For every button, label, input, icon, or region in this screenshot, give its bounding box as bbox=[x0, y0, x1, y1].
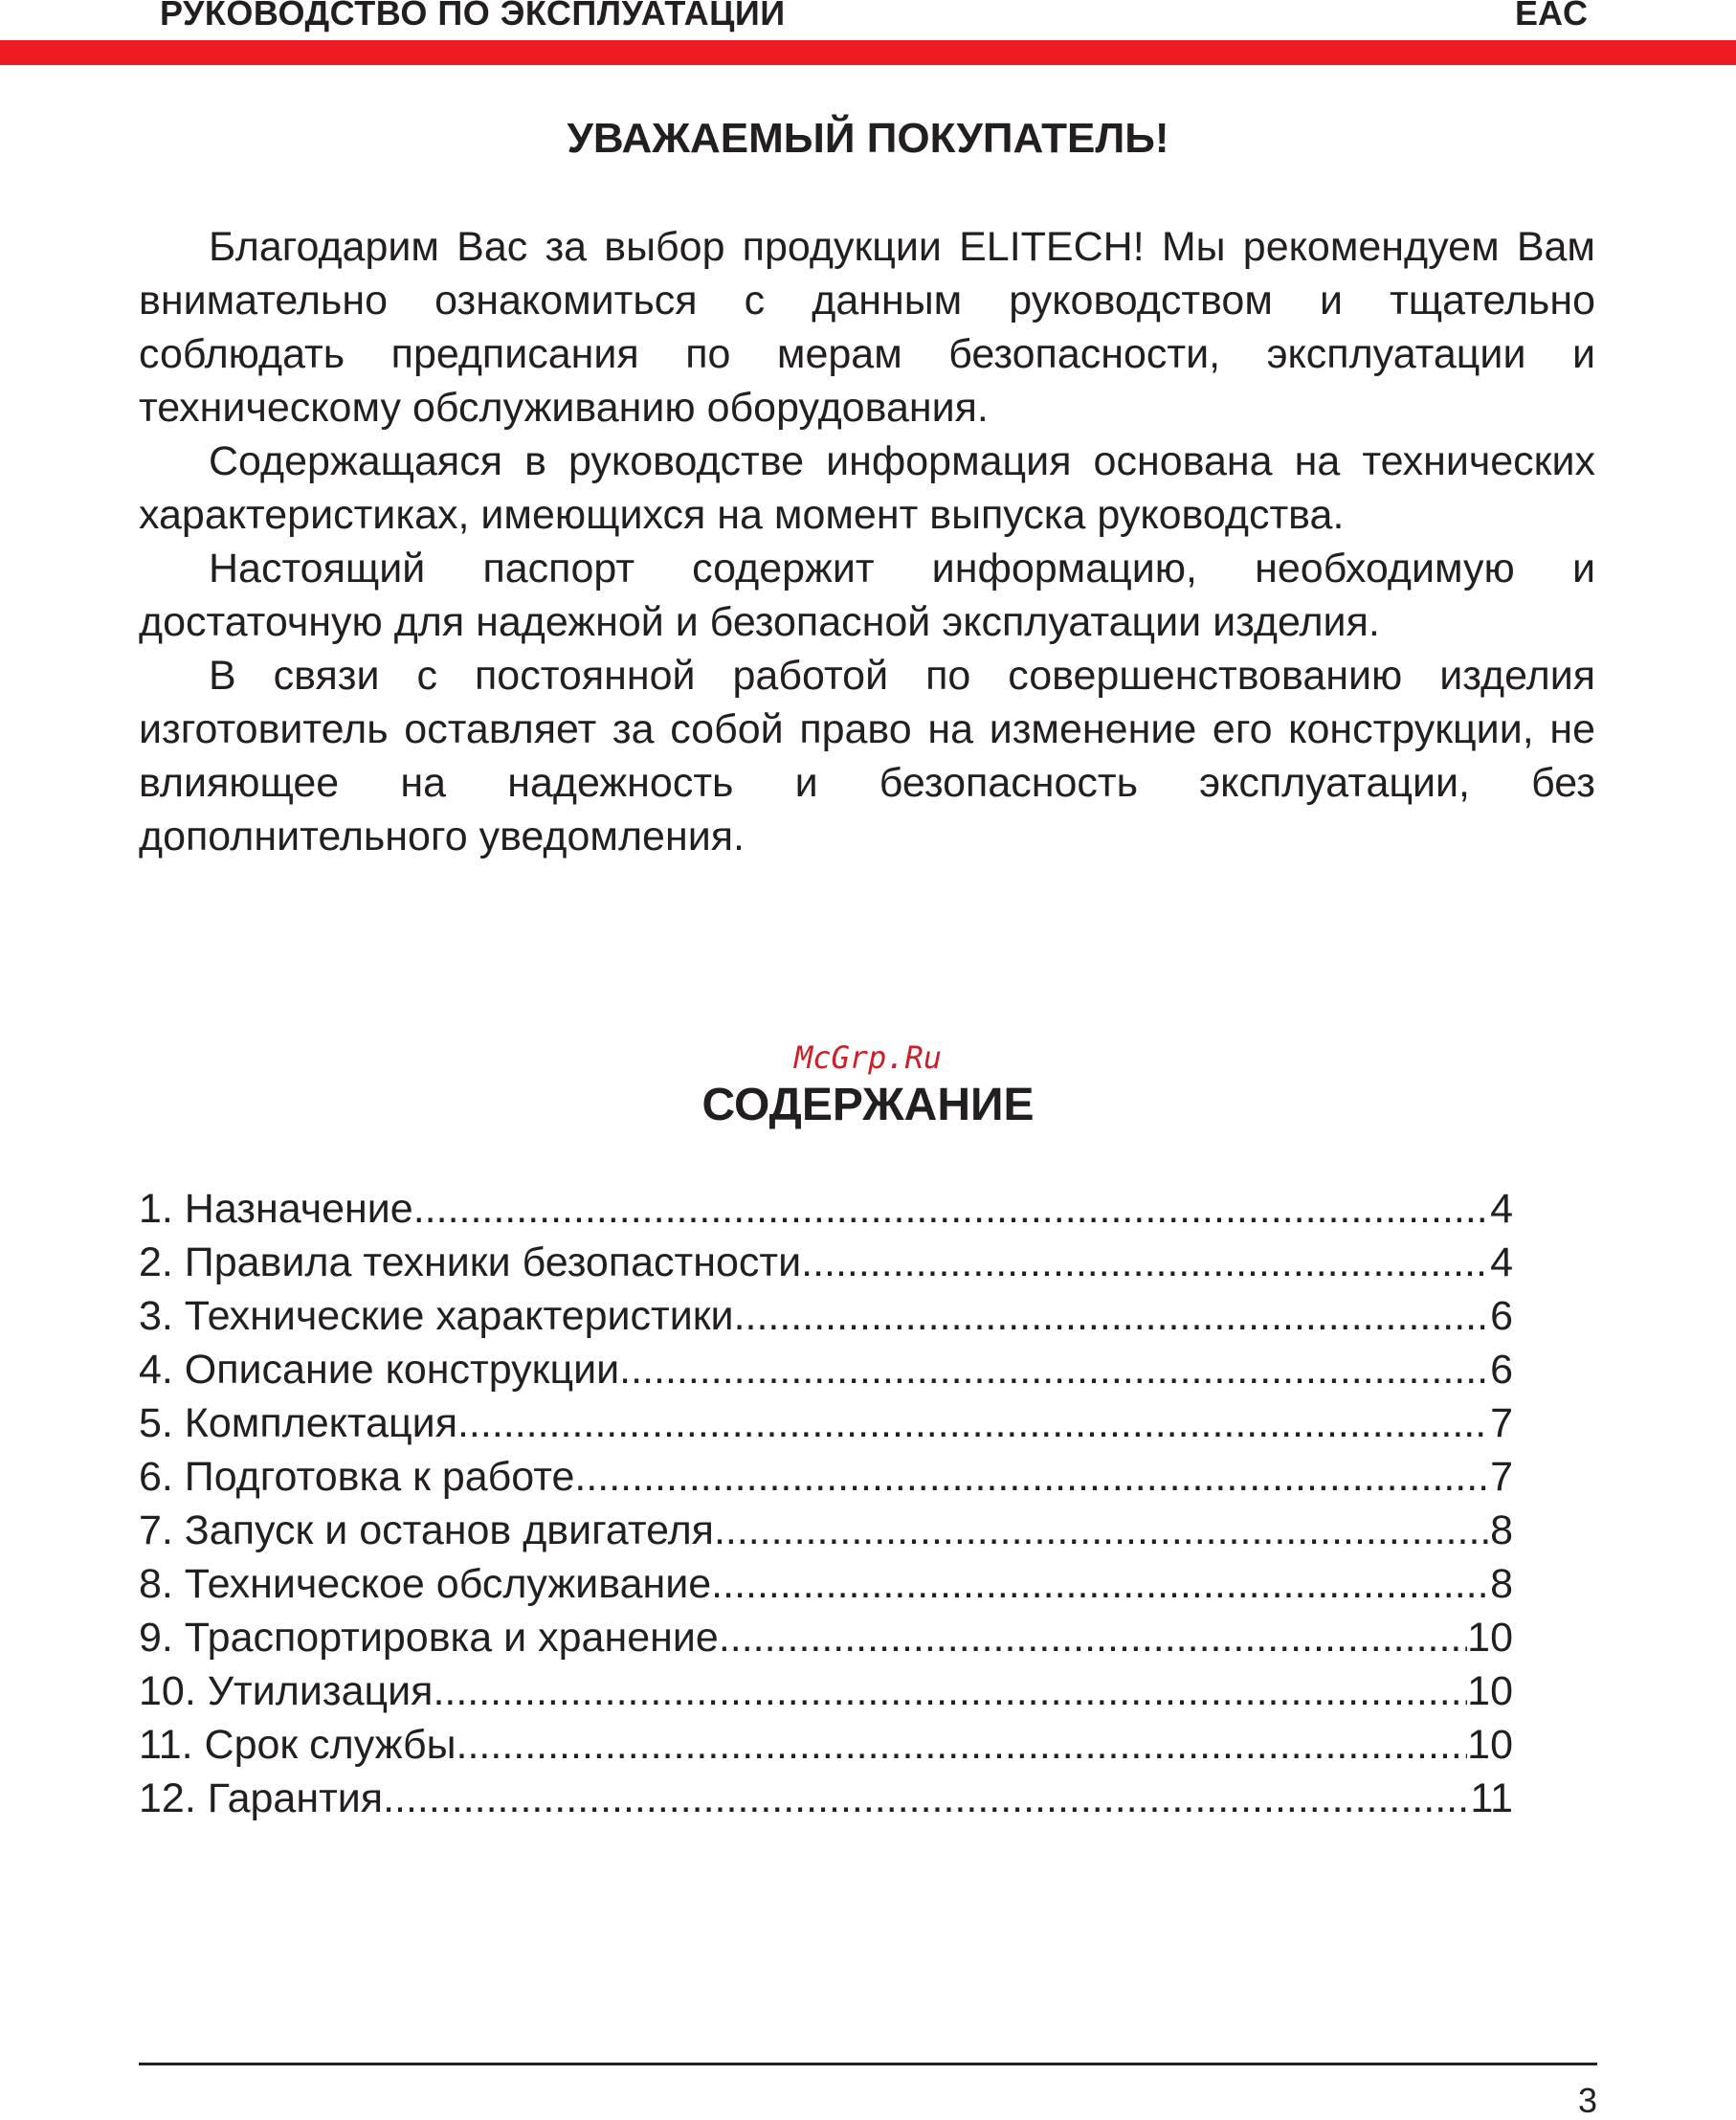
toc-item-label: 6. Подготовка к работе bbox=[139, 1454, 575, 1500]
document-title: РУКОВОДСТВО ПО ЭКСПЛУАТАЦИИ bbox=[160, 0, 786, 33]
toc-leader bbox=[413, 1182, 1490, 1236]
table-of-contents bbox=[139, 1182, 1513, 1825]
intro-text bbox=[139, 220, 1595, 863]
eac-certification-mark: EAC bbox=[1514, 0, 1588, 33]
toc-item-label: 8. Техническое обслуживание bbox=[139, 1561, 712, 1607]
watermark: McGrp.Ru bbox=[793, 1039, 943, 1076]
toc-item-page: 10 bbox=[1467, 1722, 1513, 1768]
toc-item-page: 7 bbox=[1490, 1400, 1513, 1446]
footer-rule bbox=[139, 2063, 1597, 2065]
toc-item-label: 11. Срок службы bbox=[139, 1722, 456, 1768]
toc-item[interactable] bbox=[139, 1772, 1513, 1825]
toc-item[interactable] bbox=[139, 1343, 1513, 1396]
toc-item-label: 10. Утилизация bbox=[139, 1668, 434, 1714]
toc-item-label: 2. Правила техники безопастности bbox=[139, 1239, 802, 1285]
toc-item[interactable] bbox=[139, 1718, 1513, 1772]
toc-leader bbox=[734, 1289, 1491, 1343]
toc-item[interactable] bbox=[139, 1557, 1513, 1611]
toc-leader bbox=[574, 1450, 1490, 1504]
toc-leader bbox=[719, 1611, 1467, 1664]
toc-item[interactable] bbox=[139, 1396, 1513, 1450]
toc-item[interactable] bbox=[139, 1611, 1513, 1664]
toc-item-page: 11 bbox=[1470, 1775, 1513, 1821]
toc-item[interactable] bbox=[139, 1450, 1513, 1504]
toc-leader bbox=[619, 1343, 1490, 1396]
toc-item-page: 8 bbox=[1490, 1507, 1513, 1553]
toc-heading: СОДЕРЖАНИЕ bbox=[701, 1080, 1035, 1130]
toc-leader bbox=[433, 1664, 1467, 1718]
toc-item-label: 3. Технические характеристики bbox=[139, 1293, 734, 1339]
toc-leader bbox=[383, 1772, 1470, 1825]
intro-paragraph-3: Настоящий паспорт содержит информацию, необходимую и достаточную для надежной и безопасной эксплуатации изделия. bbox=[139, 546, 1595, 645]
toc-item-label: 7. Запуск и останов двигателя bbox=[139, 1507, 714, 1553]
toc-item-page: 7 bbox=[1490, 1454, 1513, 1500]
toc-item-page: 4 bbox=[1490, 1239, 1513, 1285]
header-red-band bbox=[0, 40, 1736, 65]
toc-item-page: 6 bbox=[1490, 1347, 1513, 1393]
toc-leader bbox=[457, 1396, 1490, 1450]
toc-leader bbox=[456, 1718, 1468, 1772]
toc-item-page: 8 bbox=[1490, 1561, 1513, 1607]
toc-leader bbox=[801, 1236, 1490, 1289]
toc-item[interactable] bbox=[139, 1182, 1513, 1236]
toc-leader bbox=[714, 1504, 1490, 1557]
toc-item[interactable] bbox=[139, 1236, 1513, 1289]
toc-item[interactable] bbox=[139, 1289, 1513, 1343]
intro-paragraph-4: В связи с постоянной работой по совершенствованию изделия изготовитель оставляет за собой право на изменение его конструкции, не влияющее на надежность и безопасность эксплуатации, без дополнительного уведомления. bbox=[139, 653, 1595, 859]
toc-item-label: 9. Траспортировка и хранение bbox=[139, 1615, 719, 1661]
toc-item-page: 4 bbox=[1490, 1186, 1513, 1232]
toc-item[interactable] bbox=[139, 1664, 1513, 1718]
toc-item-label: 4. Описание конструкции bbox=[139, 1347, 620, 1393]
intro-paragraph-1: Благодарим Вас за выбор продукции ELITECH! Мы рекомендуем Вам внимательно ознакомиться с данным руководством и тщательно соблюдать предписания по мерам безопасности, эксплуатации и техническому обслуживанию оборудования. bbox=[139, 224, 1595, 431]
toc-item-label: 1. Назначение bbox=[139, 1186, 413, 1232]
toc-item-label: 12. Гарантия bbox=[139, 1775, 384, 1821]
greeting-heading: УВАЖАЕМЫЙ ПОКУПАТЕЛЬ! bbox=[567, 115, 1169, 162]
toc-item-page: 10 bbox=[1467, 1668, 1513, 1714]
toc-leader bbox=[711, 1557, 1490, 1611]
toc-item-label: 5. Комплектация bbox=[139, 1400, 457, 1446]
toc-item[interactable] bbox=[139, 1504, 1513, 1557]
toc-item-page: 6 bbox=[1490, 1293, 1513, 1339]
toc-item-page: 10 bbox=[1467, 1615, 1513, 1661]
page-number: 3 bbox=[1577, 2081, 1597, 2120]
intro-paragraph-2: Содержащаяся в руководстве информация основана на технических характеристиках, имеющихся на момент выпуска руководства. bbox=[139, 438, 1595, 538]
